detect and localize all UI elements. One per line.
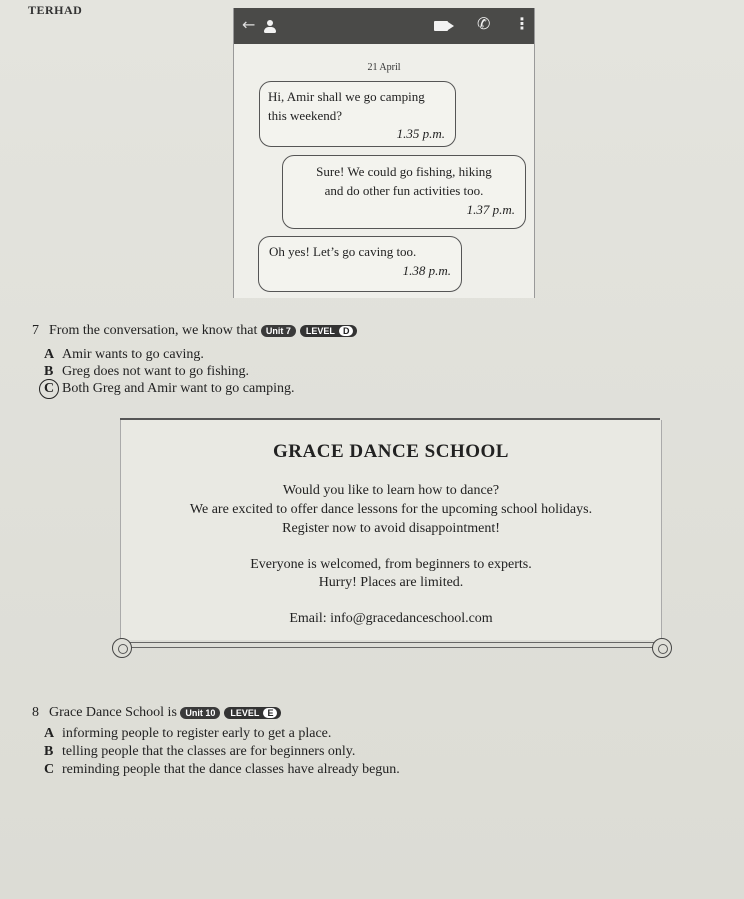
chat-date: 21 April: [367, 62, 401, 73]
message-bubble: [258, 236, 462, 292]
option-letter: B: [44, 744, 54, 759]
unit-badge: Unit 10: [180, 707, 220, 719]
level-badge: [224, 707, 281, 719]
poster-title: GRACE DANCE SCHOOL: [273, 441, 509, 462]
option-text: reminding people that the dance classes have already begun.: [62, 762, 400, 777]
level-value: D: [339, 326, 354, 336]
question-number: 8: [32, 705, 39, 720]
poster-line: Register now to avoid disappointment!: [282, 521, 500, 536]
option-a[interactable]: [44, 726, 331, 742]
phone-call-icon[interactable]: ✆: [477, 14, 491, 33]
video-call-icon[interactable]: [434, 21, 448, 31]
message-time: 1.37 p.m.: [466, 202, 515, 217]
poster-line: Everyone is welcomed, from beginners to experts.: [250, 557, 532, 572]
question-stem: Grace Dance School is: [49, 705, 177, 720]
poster-line: We are excited to offer dance lessons for the upcoming school holidays.: [189, 502, 593, 517]
unit-badge: Unit 7: [261, 325, 296, 337]
answer-circle-mark: [39, 379, 59, 399]
option-b[interactable]: [44, 364, 249, 380]
option-c[interactable]: [44, 381, 295, 397]
message-text: Sure! We could go fishing, hiking: [316, 164, 492, 179]
message-bubble: [259, 81, 456, 147]
poster-body: [120, 420, 662, 640]
more-menu-icon[interactable]: ⋮: [514, 14, 530, 33]
poster-scroll-rod: [120, 642, 660, 648]
message-text: Oh yes! Let’s go caving too.: [269, 244, 417, 259]
scroll-end-left-icon: [112, 638, 132, 658]
option-b[interactable]: [44, 744, 355, 760]
level-badge: [300, 325, 358, 337]
level-label: LEVEL: [230, 707, 260, 718]
option-text: Greg does not want to go fishing.: [62, 364, 250, 379]
chat-screen: [233, 8, 535, 298]
option-text: Both Greg and Amir want to go camping.: [62, 381, 295, 396]
message-text: Hi, Amir shall we go camping: [268, 89, 425, 104]
option-text: telling people that the classes are for beginners only.: [62, 744, 356, 759]
scroll-end-right-icon: [652, 638, 672, 658]
header-label: TERHAD: [28, 3, 83, 17]
avatar-icon: [264, 20, 276, 34]
poster-line: Would you like to learn how to dance?: [282, 483, 500, 498]
option-letter: B: [44, 364, 54, 379]
option-text: Amir wants to go caving.: [62, 347, 204, 362]
option-c[interactable]: [44, 762, 400, 778]
option-a[interactable]: [44, 347, 204, 363]
question-stem: From the conversation, we know that: [49, 323, 258, 338]
message-text: and do other fun activities too.: [324, 183, 484, 198]
message-time: 1.38 p.m.: [402, 263, 451, 278]
message-time: 1.35 p.m.: [396, 126, 445, 141]
message-bubble: [282, 155, 526, 229]
poster-line: Hurry! Places are limited.: [318, 575, 464, 590]
level-value: E: [263, 708, 277, 718]
option-letter: A: [44, 726, 55, 741]
poster-email: Email: info@gracedanceschool.com: [289, 611, 493, 626]
chat-top-bar: [234, 8, 534, 44]
option-letter: A: [44, 347, 55, 362]
level-label: LEVEL: [305, 325, 335, 336]
option-letter: C: [44, 381, 55, 396]
option-text: informing people to register early to get a place.: [62, 726, 332, 741]
question-number: 7: [32, 323, 39, 338]
dance-school-poster: [120, 418, 660, 656]
message-text: this weekend?: [268, 108, 343, 123]
option-letter: C: [44, 762, 55, 777]
back-arrow-icon[interactable]: ←: [242, 15, 256, 34]
